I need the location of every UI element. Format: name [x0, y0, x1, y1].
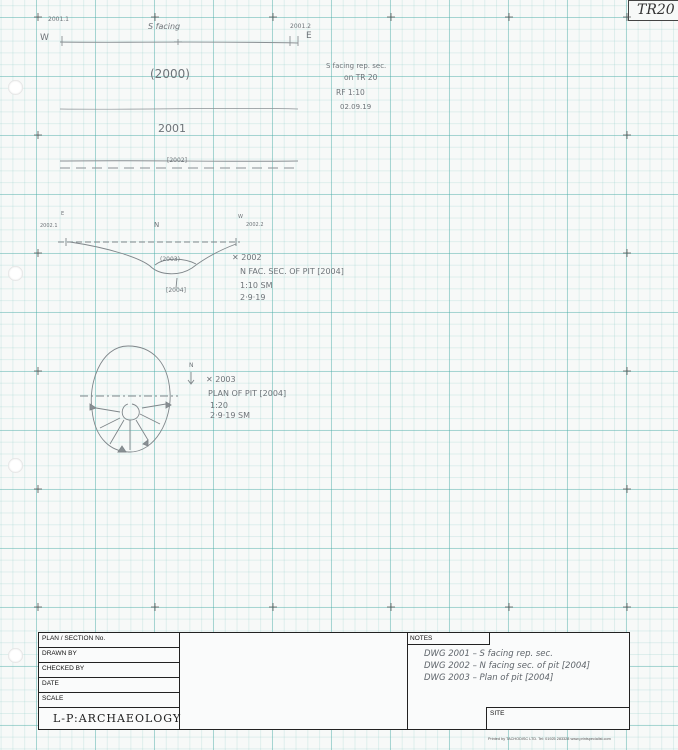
ref-left-2001-1: 2001.1 [48, 16, 69, 23]
drawn-by-cell[interactable] [39, 648, 179, 663]
registration-crosses [34, 13, 631, 611]
checked-by-cell[interactable] [39, 663, 179, 678]
pit-section-drawing [58, 238, 240, 288]
cut-2004: [2004] [166, 287, 186, 294]
plan-caption-4: 2·9·19 SM [210, 411, 250, 420]
section2-caption-4: 2·9·19 [240, 293, 266, 302]
date-label: DATE [42, 680, 59, 687]
right-letter: W [238, 214, 243, 220]
west-label: W [40, 33, 49, 43]
east-label: E [306, 31, 312, 41]
section1-caption-3: RF 1:10 [336, 88, 365, 97]
plan-caption-1: ✕ 2003 [206, 375, 236, 384]
divider [407, 633, 408, 729]
scale-cell[interactable] [39, 693, 179, 708]
section2-caption-1: ✕ 2002 [232, 253, 262, 262]
context-2002: [2002] [167, 157, 187, 164]
notes-label: NOTES [410, 635, 433, 642]
title-block [38, 632, 630, 730]
north-label-section: N [154, 221, 160, 229]
pit-plan-drawing [80, 346, 194, 452]
left-letter: E [61, 211, 65, 217]
section2-caption-3: 1:10 SM [240, 281, 273, 290]
note-line-1: DWG 2001 – S facing rep. sec. [424, 649, 553, 659]
facing-label: S facing [148, 22, 181, 31]
brand-logo: L-P:ARCHAEOLOGY [53, 712, 182, 725]
note-line-3: DWG 2003 – Plan of pit [2004] [424, 673, 554, 683]
section2-caption-2: N FAC. SEC. OF PIT [2004] [240, 267, 344, 276]
checked-by-label: CHECKED BY [42, 665, 85, 672]
rep-section-lines [60, 36, 298, 168]
site-label: SITE [490, 710, 505, 717]
north-label-plan: N [189, 362, 194, 369]
printer-footer: Printed by TACHODISC LTD. Tel: 01925 283328 www.printspecialist.com [488, 737, 611, 741]
section1-caption-1: S facing rep. sec. [326, 62, 387, 70]
note-line-2: DWG 2002 – N facing sec. of pit [2004] [424, 661, 590, 671]
scale-label: SCALE [42, 695, 64, 702]
section1-caption-4: 02.09.19 [340, 103, 372, 111]
fill-2003: (2003) [160, 256, 180, 263]
notes-header [407, 633, 490, 645]
ref-left-2002-1: 2002.1 [40, 223, 58, 229]
plan-caption-3: 1:20 [210, 401, 228, 410]
context-2000: (2000) [150, 67, 190, 81]
ref-right-2002-2: 2002.2 [246, 222, 264, 228]
divider [486, 707, 629, 708]
context-2001: 2001 [158, 122, 186, 135]
drawing-tag: TR20 [637, 2, 675, 18]
ref-right-2001-2: 2001.2 [290, 23, 311, 30]
date-cell[interactable] [39, 678, 179, 693]
drawn-by-label: DRAWN BY [42, 650, 77, 657]
plan-section-no-label: PLAN / SECTION No. [42, 635, 106, 642]
section1-caption-2: on TR 20 [344, 73, 378, 82]
plan-section-no-cell[interactable] [39, 633, 179, 648]
divider [486, 707, 487, 729]
plan-caption-2: PLAN OF PIT [2004] [208, 389, 287, 398]
